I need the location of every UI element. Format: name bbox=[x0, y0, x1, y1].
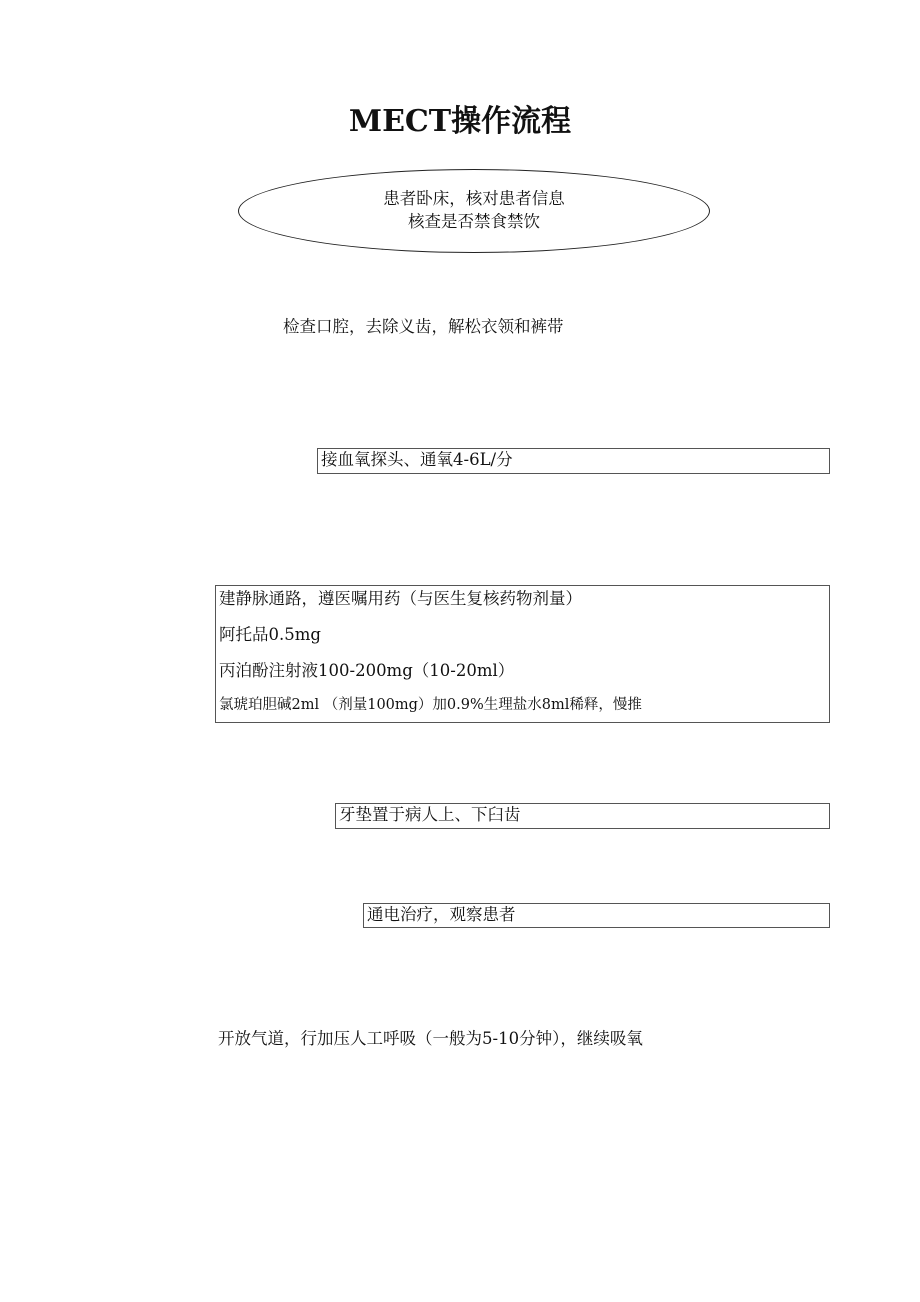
step-iv-line4: 氯琥珀胆碱2ml （剂量100mg）加0.9%生理盐水8ml稀释，慢推 bbox=[219, 697, 642, 713]
page-title: MECT操作流程 bbox=[348, 104, 572, 139]
step-iv-medication-box bbox=[215, 585, 830, 723]
step-iv-line3: 丙泊酚注射液100-200mg（10-20ml） bbox=[219, 661, 515, 680]
step-airway: 开放气道，行加压人工呼吸（一般为5-10分钟），继续吸氧 bbox=[218, 1029, 643, 1048]
step-bite-block-text: 牙垫置于病人上、下臼齿 bbox=[339, 805, 521, 824]
step-patient-check-line2: 核查是否禁食禁饮 bbox=[408, 212, 540, 231]
step-treatment-box bbox=[363, 903, 830, 928]
step-oxygen-text: 接血氧探头、通氧4-6L/分 bbox=[321, 450, 513, 469]
step-bite-block-box bbox=[335, 803, 830, 829]
step-patient-check-oval bbox=[238, 169, 710, 253]
step-iv-line1: 建静脉通路，遵医嘱用药（与医生复核药物剂量） bbox=[219, 589, 582, 608]
step-oral-check: 检查口腔，去除义齿，解松衣领和裤带 bbox=[283, 317, 564, 336]
step-patient-check-line1: 患者卧床，核对患者信息 bbox=[383, 189, 565, 208]
step-iv-line2: 阿托品0.5mg bbox=[219, 625, 321, 644]
step-treatment-text: 通电治疗，观察患者 bbox=[367, 905, 516, 924]
step-oxygen-box bbox=[317, 448, 830, 474]
